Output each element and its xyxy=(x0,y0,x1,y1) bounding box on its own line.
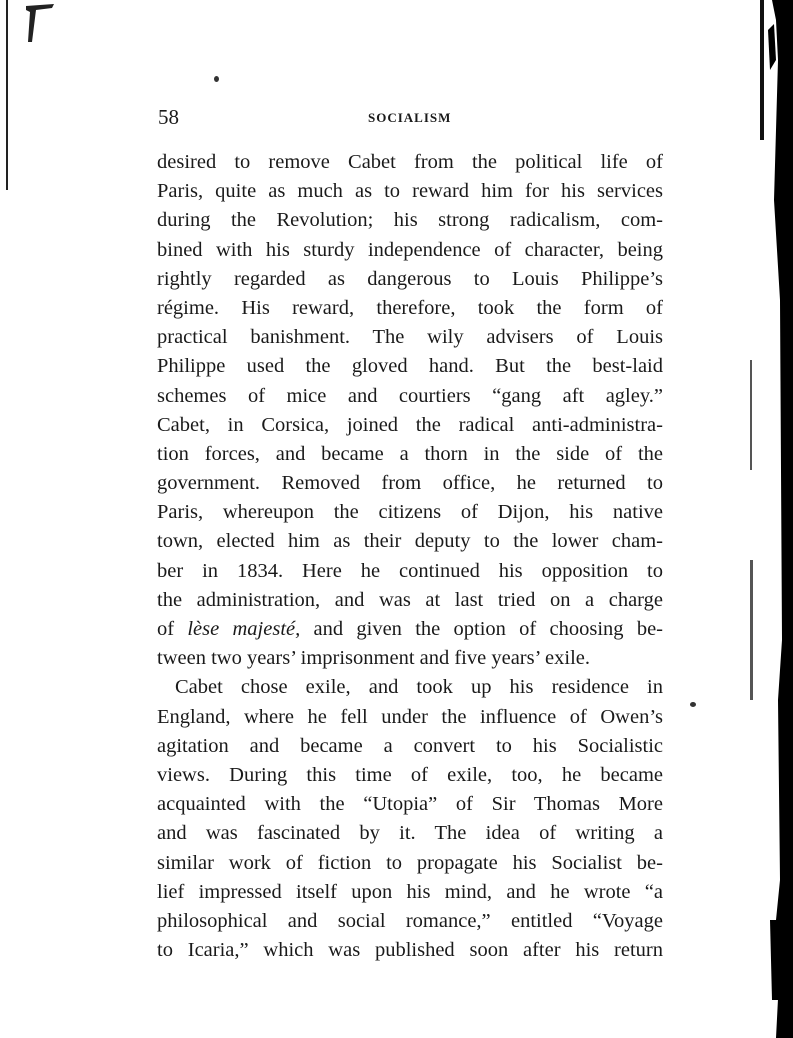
page-number: 58 xyxy=(158,105,179,129)
scan-speck xyxy=(690,702,696,707)
text-line: lief impressed itself upon his mind, and he wrote “a xyxy=(157,880,663,903)
text-line: Paris, whereupon the citizens of Dijon, his native xyxy=(157,501,663,524)
text-line xyxy=(157,615,663,644)
text-line: Paris, quite as much as to reward him for his services xyxy=(157,180,663,203)
italic-phrase: lèse majesté, xyxy=(187,618,301,640)
text-line: bined with his sturdy independence of character, being xyxy=(157,238,663,261)
text-line: the administration, and was at last tried on a charge xyxy=(157,588,663,611)
scan-corner-mark xyxy=(24,4,58,44)
text-line: acquainted with the “Utopia” of Sir Thomas More xyxy=(157,793,663,816)
text-line: practical banishment. The wily advisers of Louis xyxy=(157,326,663,349)
text-line: town, elected him as their deputy to the lower cham- xyxy=(157,530,663,553)
text-line: tion forces, and became a thorn in the side of the xyxy=(157,442,663,465)
text-line: Cabet chose exile, and took up his residence in xyxy=(175,676,663,699)
text-line: government. Removed from office, he returned to xyxy=(157,472,663,495)
scan-speck xyxy=(214,76,219,82)
text-line: desired to remove Cabet from the political life of xyxy=(157,151,663,173)
page-header xyxy=(158,104,664,130)
text-line: and was fascinated by it. The idea of writing a xyxy=(157,822,663,845)
text-line: rightly regarded as dangerous to Louis Philippe’s xyxy=(157,267,663,290)
text-line: during the Revolution; his strong radicalism, com- xyxy=(157,209,663,232)
text-line: régime. His reward, therefore, took the form of xyxy=(157,296,663,319)
text-line: views. During this time of exile, too, he became xyxy=(157,763,663,786)
text-line: agitation and became a convert to his Socialistic xyxy=(157,734,663,757)
scan-right-edge xyxy=(750,0,793,1038)
text-line: schemes of mice and courtiers “gang aft agley.” xyxy=(157,384,663,407)
body-text xyxy=(157,148,663,965)
text-line: similar work of fiction to propagate his Socialist be- xyxy=(157,851,663,874)
text-line: Cabet, in Corsica, joined the radical anti-administra- xyxy=(157,413,663,436)
text-line: Philippe used the gloved hand. But the best-laid xyxy=(157,355,663,378)
scan-edge-mark-left xyxy=(6,0,8,190)
text-line: to Icaria,” which was published soon after his return xyxy=(157,939,663,962)
text-segment: and given the option of choosing be- xyxy=(300,618,663,640)
running-head: SOCIALISM xyxy=(368,110,452,125)
text-line: tween two years’ imprisonment and five years’ exile. xyxy=(157,647,591,670)
text-segment: of xyxy=(157,618,188,640)
text-line: ber in 1834. Here he continued his opposition to xyxy=(157,559,663,582)
text-line: England, where he fell under the influence of Owen’s xyxy=(157,705,663,728)
text-line: philosophical and social romance,” entitled “Voyage xyxy=(157,909,663,932)
